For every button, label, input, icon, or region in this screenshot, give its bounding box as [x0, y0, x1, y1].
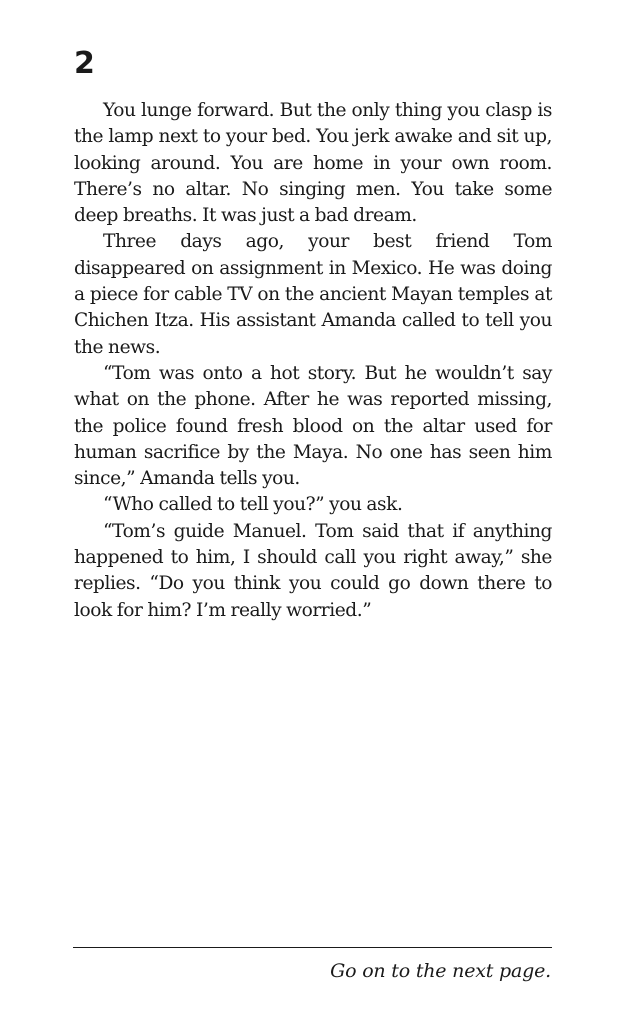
- paragraph: “Who called to tell you?” you ask.: [103, 494, 403, 516]
- page-number: 2: [74, 46, 95, 81]
- story-text: [74, 98, 552, 624]
- paragraph: “Tom was onto a hot story. But he wouldn’t say what on the phone. After he was reported missing, the police found fresh blood on the altar used for human sacrifice by the Maya. No one has seen him since,” Amanda tells you.: [74, 362, 552, 490]
- paragraph: You lunge forward. But the only thing you clasp is the lamp next to your bed. You jerk awake and sit up, looking around. You are home in your own room. There’s no altar. No singing men. You take some deep breaths. It was just a bad dream.: [74, 100, 552, 227]
- footer-instruction: Go on to the next page.: [330, 960, 551, 982]
- paragraph: Three days ago, your best friend Tom disappeared on assignment in Mexico. He was doing a piece for cable TV on the ancient Mayan temples at Chichen Itza. His assistant Amanda called to tell you the news.: [74, 231, 552, 358]
- paragraph: “Tom’s guide Manuel. Tom said that if anything happened to him, I should call you right away,” she replies. “Do you think you could go down there to look for him? I’m really worried.”: [74, 520, 552, 621]
- footer-divider: [73, 947, 552, 948]
